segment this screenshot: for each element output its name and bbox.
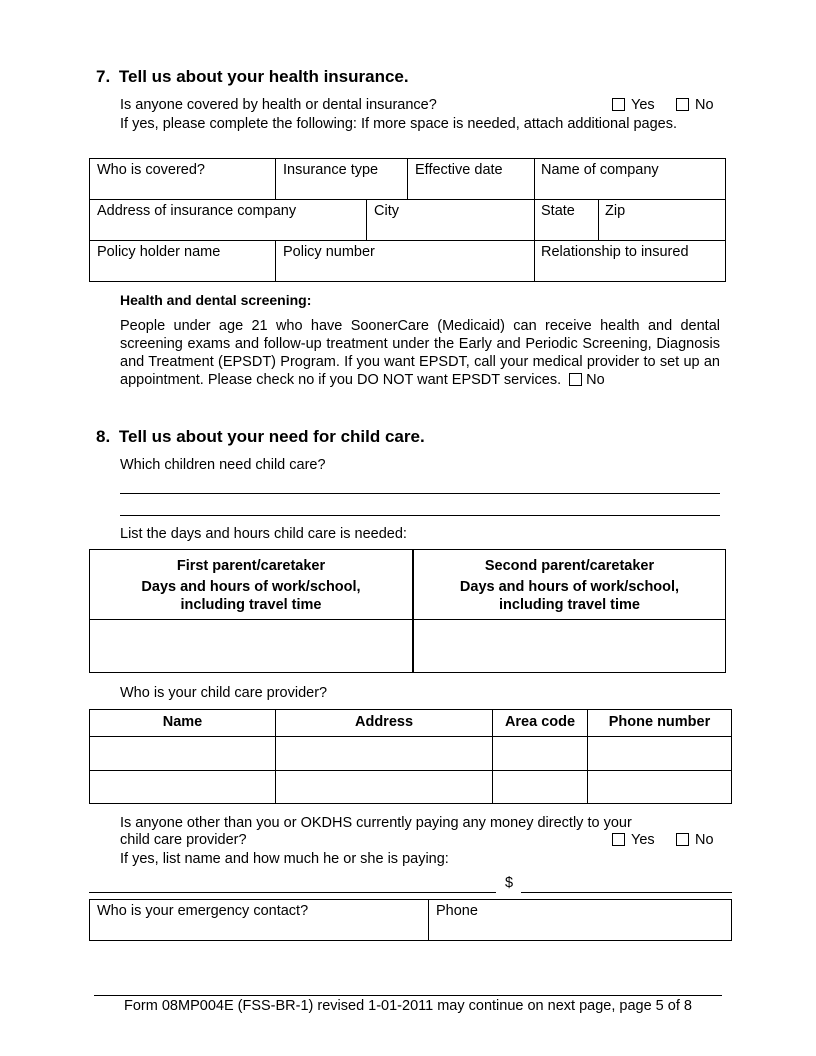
company-name-field[interactable]: Name of company: [541, 162, 659, 178]
emergency-contact-table: [89, 899, 732, 941]
policy-number-field[interactable]: Policy number: [283, 244, 375, 260]
emergency-contact-field[interactable]: Who is your emergency contact?: [97, 903, 309, 919]
paying-question-line-2: child care provider?: [120, 832, 247, 848]
parent-schedule-table: [89, 549, 726, 673]
provider-phone-header: Phone number: [608, 714, 711, 730]
paying-no-option[interactable]: [676, 831, 714, 849]
provider-area-code-header: Area code: [504, 714, 576, 730]
provider-phone-cell-1[interactable]: [588, 737, 731, 770]
screening-heading: Health and dental screening:: [120, 292, 312, 308]
second-parent-schedule-field[interactable]: [414, 620, 725, 672]
first-parent-title: First parent/caretaker: [176, 558, 326, 574]
first-parent-subtitle: Days and hours of work/school, including travel time: [141, 579, 361, 613]
insurance-question: Is anyone covered by health or dental insurance?: [120, 97, 437, 113]
insurance-no-option[interactable]: [676, 96, 714, 114]
section-8-title: Tell us about your need for child care.: [118, 427, 425, 446]
provider-table: [89, 709, 732, 804]
insurance-table: [89, 158, 726, 282]
paying-yes-checkbox[interactable]: [612, 833, 625, 846]
insurance-no-label: No: [695, 97, 714, 113]
paying-question-line-1: Is anyone other than you or OKDHS currently paying any money directly to your: [120, 815, 632, 831]
first-parent-header: [90, 556, 412, 614]
which-children-line-1[interactable]: [120, 493, 720, 494]
first-parent-schedule-field[interactable]: [90, 620, 412, 672]
insurance-yes-label: Yes: [631, 97, 655, 113]
section-7-heading: [96, 67, 409, 87]
paying-yes-label: Yes: [631, 832, 655, 848]
insurance-no-checkbox[interactable]: [676, 98, 689, 111]
insurance-instructions: If yes, please complete the following: If more space is needed, attach additional pages.: [120, 116, 677, 132]
screening-text: People under age 21 who have SoonerCare (Medicaid) can receive health and dental screening exams and follow-up treatment under the Early and Periodic Screening, Diagnosis and Treatment (EPSDT) Program. If you want EPSDT, call your medical provider to set up an appointment. Please check no if you DO NOT want EPSDT services.: [120, 318, 720, 388]
provider-address-cell-2[interactable]: [276, 771, 492, 803]
provider-area-code-cell-1[interactable]: [493, 737, 587, 770]
payer-name-line[interactable]: [89, 892, 496, 893]
second-parent-title: Second parent/caretaker: [484, 558, 655, 574]
paying-no-checkbox[interactable]: [676, 833, 689, 846]
footer-text: Form 08MP004E (FSS-BR-1) revised 1-01-2011 may continue on next page, page 5 of 8: [124, 998, 692, 1014]
second-parent-header: [414, 556, 725, 614]
insurance-address-field[interactable]: Address of insurance company: [97, 203, 297, 219]
section-7-number: 7.: [96, 67, 111, 86]
days-hours-label: List the days and hours child care is needed:: [120, 526, 407, 542]
dollar-sign: $: [505, 875, 514, 891]
which-children-label: Which children need child care?: [120, 457, 326, 473]
provider-name-cell-2[interactable]: [90, 771, 275, 803]
insurance-city-field[interactable]: City: [374, 203, 399, 219]
screening-text-block: [120, 317, 720, 389]
provider-name-header: Name: [162, 714, 203, 730]
policy-holder-field[interactable]: Policy holder name: [97, 244, 221, 260]
provider-name-cell-1[interactable]: [90, 737, 275, 770]
provider-address-header: Address: [354, 714, 414, 730]
provider-area-code-cell-2[interactable]: [493, 771, 587, 803]
section-7-title: Tell us about your health insurance.: [118, 67, 409, 86]
section-8-number: 8.: [96, 427, 111, 446]
paying-yes-option[interactable]: [612, 831, 655, 849]
epsdt-no-label: No: [586, 372, 605, 388]
provider-address-cell-1[interactable]: [276, 737, 492, 770]
provider-phone-cell-2[interactable]: [588, 771, 731, 803]
relationship-field[interactable]: Relationship to insured: [541, 244, 689, 260]
paying-no-label: No: [695, 832, 714, 848]
emergency-phone-field[interactable]: Phone: [436, 903, 478, 919]
second-parent-subtitle: Days and hours of work/school, including travel time: [459, 579, 680, 613]
effective-date-field[interactable]: Effective date: [415, 162, 503, 178]
which-children-line-2[interactable]: [120, 515, 720, 516]
section-8-heading: [96, 427, 425, 447]
insurance-type-field[interactable]: Insurance type: [283, 162, 379, 178]
provider-question: Who is your child care provider?: [120, 685, 328, 701]
paying-list-label: If yes, list name and how much he or she is paying:: [120, 851, 449, 867]
epsdt-no-checkbox[interactable]: [569, 373, 582, 386]
insurance-yes-option[interactable]: [612, 96, 655, 114]
who-is-covered-field[interactable]: Who is covered?: [97, 162, 205, 178]
footer-divider: [94, 995, 722, 996]
insurance-zip-field[interactable]: Zip: [605, 203, 626, 219]
insurance-state-field[interactable]: State: [541, 203, 575, 219]
insurance-yes-checkbox[interactable]: [612, 98, 625, 111]
payer-amount-line[interactable]: [521, 892, 732, 893]
